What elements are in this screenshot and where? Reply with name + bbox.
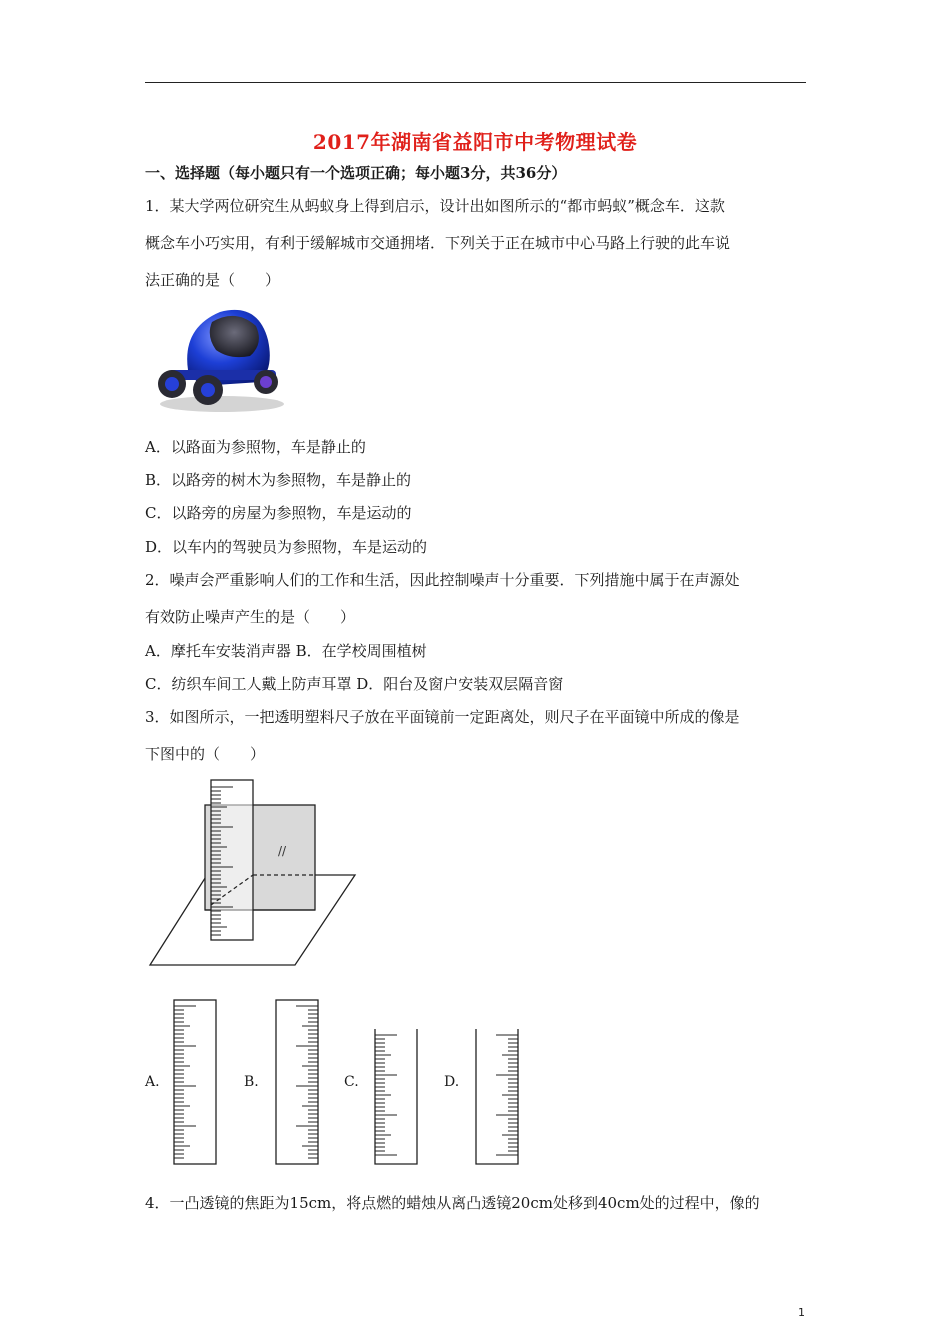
option-b-label: B. [244,1074,259,1090]
option-a-ruler [172,998,218,1166]
option-d-label: D. [444,1074,460,1090]
section-heading: 一、选择题（每小题只有一个选项正确；每小题3分，共36分） [145,164,567,182]
option-c-ruler [373,1027,419,1166]
q4-line-1: 4．一凸透镜的焦距为15cm，将点燃的蜡烛从离凸透镜20cm处移到40cm处的过程中，像的 [145,1194,760,1212]
q3-line-1: 3．如图所示，一把透明塑料尺子放在平面镜前一定距离处，则尺子在平面镜中所成的像是 [145,708,740,726]
q2-line-2: 有效防止噪声产生的是（ ） [145,608,356,626]
q2-line-1: 2．噪声会严重影响人们的工作和生活，因此控制噪声十分重要．下列措施中属于在声源处 [145,571,740,589]
mirror-ruler-figure [145,775,360,970]
q1-option-b: B．以路旁的树木为参照物，车是静止的 [145,471,412,489]
concept-car-image [150,300,290,415]
q2-option-ab: A．摩托车安装消声器 B．在学校周围植树 [145,642,427,660]
header-rule [145,82,806,83]
option-c-label: C. [344,1074,359,1090]
option-a-label: A. [145,1074,160,1090]
page-number: 1 [798,1306,805,1319]
q1-line-3: 法正确的是（ ） [145,271,281,289]
q1-line-2: 概念车小巧实用，有利于缓解城市交通拥堵．下列关于正在城市中心马路上行驶的此车说 [145,234,731,252]
q1-option-d: D．以车内的驾驶员为参照物，车是运动的 [145,538,428,556]
svg-text://: // [278,844,287,858]
q1-line-1: 1．某大学两位研究生从蚂蚁身上得到启示，设计出如图所示的“都市蚂蚁”概念车．这款 [145,197,725,215]
q3-line-2: 下图中的（ ） [145,745,266,763]
q1-option-a: A．以路面为参照物，车是静止的 [145,438,366,456]
q1-option-c: C．以路旁的房屋为参照物，车是运动的 [145,504,412,522]
page-title: 2017年湖南省益阳市中考物理试卷 [312,130,638,154]
option-b-ruler [274,998,320,1166]
q2-option-cd: C．纺织车间工人戴上防声耳罩 D．阳台及窗户安装双层隔音窗 [145,675,564,693]
option-d-ruler [474,1027,520,1166]
